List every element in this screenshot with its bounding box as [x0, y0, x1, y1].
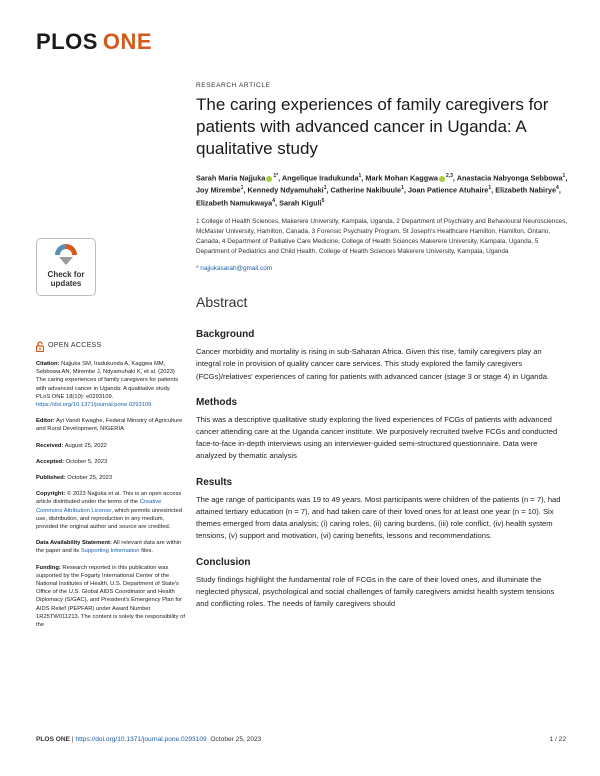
- methods-text: This was a descriptive qualitative study exploring the lived experiences of FCGs of patients with advanced cancer attending care at the Uganda cancer institute. We purposively recruited twelve FCGs and conducted face-to-face in-depth interviews using an interviewer-guided semi-structured questionnaire. Data were analyzed by thematic analysis: [196, 414, 558, 461]
- author-affiliation-sup: 1: [562, 173, 566, 179]
- main-content: [196, 82, 568, 624]
- received: Received: August 25, 2022: [36, 442, 107, 449]
- author-name: Elizabeth Namukwaya: [196, 198, 273, 208]
- author-affiliation-sup: 2,3: [445, 173, 453, 179]
- orcid-icon[interactable]: [266, 176, 272, 182]
- funding: Funding: Research reported in this publication was supported by the Fogarty International Center of the National Institutes of Health, U.S. Department of State's Office of the U.S. Global AIDS Coordinator and Health Diplomacy (S/GAC), and President's Emergency Plan for AIDS Relief (PEPFAR) under Award Number 1R25TW011213. The content is solely the responsibility of the: [36, 564, 185, 629]
- orcid-icon[interactable]: [439, 176, 445, 182]
- citation-doi-link[interactable]: https://doi.org/10.1371/journal.pone.0293109: [36, 402, 152, 409]
- open-access-label: OPEN ACCESS: [48, 342, 102, 350]
- author-affiliation-sup: 1: [488, 185, 492, 192]
- corresponding-email[interactable]: * najjukasarah@gmail.com: [196, 265, 273, 273]
- author-affiliation-sup: 1: [323, 185, 327, 192]
- author-name: Kennedy Ndyamuhaki: [247, 185, 324, 195]
- copyright: Copyright: © 2023 Najjuka et al. This is an open access article distributed under the terms of the Creative Commons Attribution License, which permits unrestricted use, distribution, and reproduction in any medium, provided the original author and source are credited.: [36, 491, 182, 531]
- footer-date: October 25, 2023: [210, 736, 262, 743]
- footer-doi-link[interactable]: https://doi.org/10.1371/journal.pone.0293109: [75, 736, 207, 743]
- abstract-heading: Abstract: [196, 294, 248, 311]
- conclusion-heading: Conclusion: [196, 556, 251, 568]
- journal-logo: [36, 29, 152, 55]
- open-lock-icon: [36, 341, 44, 352]
- results-heading: Results: [196, 476, 233, 488]
- author-list: Sarah Maria Najjuka $^{1*}$, Angelique Iradukunda$^1$, Mark Mohan Kaggwa $^{2,3}$, Anastacia Nabyonga Sebbowa$^1$, Joy Mirembe$^1$, Kennedy Ndyamuhaki$^1$, Catherine Nakibuule$^1$, Joan Patience Atuhaire$^1$, Elizabeth Nabirye$^4$, Elizabeth Namukwaya$^4$, Sarah Kiguli$^5$: [196, 173, 568, 208]
- author-name: Elizabeth Nabirye: [495, 185, 557, 195]
- author-name: Joan Patience Atuhaire: [407, 185, 489, 195]
- author-affiliation-sup: 1: [358, 173, 362, 179]
- logo-one: ONE: [102, 29, 153, 54]
- author-affiliation-sup: 5: [321, 197, 325, 204]
- background-text: Cancer morbidity and mortality is rising in sub-Saharan Africa. Given this rise, family caregivers play an integral role in provision of quality cancer care services. This study explored the family caregivers (FCGs)/relatives' experiences of caring for patients with advanced cancer (stage 3 or stage 4) in Uganda.: [196, 347, 550, 381]
- article-title: The caring experiences of family caregivers for patients with advanced cancer in Uganda: A qualitative study: [196, 95, 549, 158]
- author-name: Mark Mohan Kaggwa: [365, 173, 438, 183]
- author-name: Angelique Iradukunda: [281, 173, 359, 183]
- sidebar: [36, 341, 186, 637]
- published: Published: October 25, 2023: [36, 475, 113, 482]
- page-footer: [36, 736, 566, 743]
- check-updates-icon: [54, 243, 78, 269]
- methods-heading: Methods: [196, 396, 238, 408]
- supporting-info-link[interactable]: Supporting Information: [80, 548, 140, 555]
- license-link[interactable]: Creative Commons Attribution License: [36, 499, 162, 514]
- author-name: Joy Mirembe: [196, 185, 241, 195]
- open-access: [36, 341, 186, 352]
- badge-line1: Check for: [47, 270, 85, 279]
- background-heading: Background: [196, 329, 255, 341]
- conclusion-text: Study findings highlight the fundamental role of FCGs in the care of their loved ones, and illuminate the neglected physical, psychological and social challenges of family caregivers amidst health system tensions and conflicting roles. The needs of family caregivers should: [196, 574, 555, 608]
- article-type: RESEARCH ARTICLE: [196, 82, 271, 89]
- affiliations: 1 College of Health Sciences, Makerere University, Kampala, Uganda, 2 Department of Psychiatry and Behavioural Neurosciences, McMaster University, Hamilton, Canada, 3 Forensic Psychiatry Program, St Joseph's Healthcare Hamilton, Hamilton, Ontario, Canada, 4 Department of Palliative Care Medicine, College of Health Sciences Makerere University, Kampala, Uganda, 5 Department of Pediatrics and Child Health, College of Health Sciences Makerere University, Kampala, Uganda: [196, 218, 568, 256]
- footer-separator: |: [70, 736, 76, 743]
- author-name: Anastacia Nabyonga Sebbowa: [456, 173, 563, 183]
- author-name: Sarah Maria Najjuka: [196, 173, 266, 183]
- editor: Editor: Ayi Vandi Kwaghe, Federal Ministry of Agriculture and Rural Development, NIGERIA: [36, 418, 183, 433]
- author-affiliation-sup: 4: [556, 185, 559, 192]
- author-affiliation-sup: 1*: [273, 173, 279, 179]
- logo-plos: PLOS: [36, 29, 98, 54]
- footer-journal: PLOS ONE: [36, 736, 71, 743]
- author-affiliation-sup: 1: [240, 185, 244, 192]
- badge-line2: updates: [50, 279, 82, 288]
- data-availability: Data Availability Statement: All relevant data are within the paper and its Supporting Information files.: [36, 540, 182, 555]
- author-affiliation-sup: 4: [272, 197, 276, 204]
- author-name: Catherine Nakibuule: [330, 185, 402, 195]
- page-number: 1 / 22: [549, 736, 566, 743]
- citation: Citation: Najjuka SM, Iradukunda A, Kaggwa MM, Sebbowa AN, Mirembe J, Ndyamuhaki K, et al. (2023) The caring experiences of family caregivers for patients with advanced cancer in Uganda: A qualitative study. PLoS ONE 18(10): e0293109. https://doi.org/10.1371/journal.pone.0293109: [36, 361, 179, 409]
- author-name: Sarah Kiguli: [279, 198, 322, 208]
- check-for-updates-badge[interactable]: [36, 238, 96, 296]
- author-affiliation-sup: 1: [401, 185, 404, 192]
- results-text: The age range of participants was 19 to 49 years. Most participants were children of the patients (n = 7), had attained tertiary education (n = 7), and had taken care of their loved ones for at least one year (n = 10). Six themes emerged from data analysis; (i) caring roles, (ii) caring burdens, (iii) role conflict, (iv) health system tensions, (v) support and motivation, (vi) caring benefits, lessons and recommendations.: [196, 494, 561, 541]
- accepted: Accepted: October 5, 2023: [36, 458, 108, 465]
